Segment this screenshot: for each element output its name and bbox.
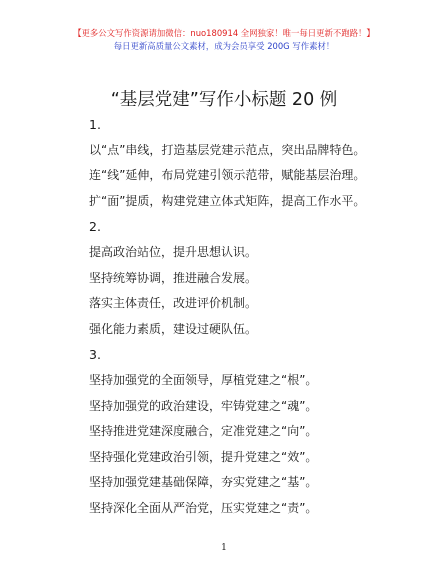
body-line: 坚持加强党建基础保障，夯实党建之“基”。: [89, 475, 318, 490]
section-number: 1.: [89, 117, 101, 132]
body-line: 强化能力素质，建设过硬队伍。: [89, 321, 258, 336]
body-line: 坚持加强党的全面领导，厚植党建之“根”。: [89, 372, 318, 387]
body-line: 坚持加强党的政治建设，牢铸党建之“魂”。: [89, 398, 318, 413]
body-line: 以“点”串线，打造基层党建示范点，突出品牌特色。: [89, 142, 366, 157]
section-1: [89, 112, 429, 214]
section-number: 3.: [89, 347, 101, 363]
body-line: 坚持推进党建深度融合，定准党建之“向”。: [89, 424, 318, 439]
document-title: “基层党建”写作小标题 20 例: [110, 90, 338, 110]
promo-banner-line-1: 【更多公文写作资源请加微信：nuo180914 全网独家！唯一每日更新不跑路！】: [73, 28, 375, 38]
document-body: [89, 112, 429, 522]
body-line: 提高政治站位，提升思想认识。: [89, 244, 258, 259]
body-line: 连“线”延伸，布局党建引领示范带，赋能基层治理。: [89, 168, 366, 183]
section-number: 2.: [89, 219, 101, 235]
body-line: 坚持深化全面从严治党，压实党建之“责”。: [89, 500, 318, 515]
section-3: [89, 342, 429, 521]
promo-banner: [0, 27, 448, 53]
body-line: 坚持强化党建政治引领，提升党建之“效”。: [89, 449, 318, 464]
section-2: [89, 214, 429, 342]
promo-banner-line-2: 每日更新高质量公文素材，成为会员享受 200G 写作素材！: [113, 41, 335, 51]
body-line: 落实主体责任，改进评价机制。: [89, 296, 258, 311]
body-line: 坚持统筹协调，推进融合发展。: [89, 270, 258, 285]
body-line: 扩“面”提质，构建党建立体式矩阵，提高工作水平。: [89, 193, 366, 208]
page-number: 1: [221, 543, 227, 553]
